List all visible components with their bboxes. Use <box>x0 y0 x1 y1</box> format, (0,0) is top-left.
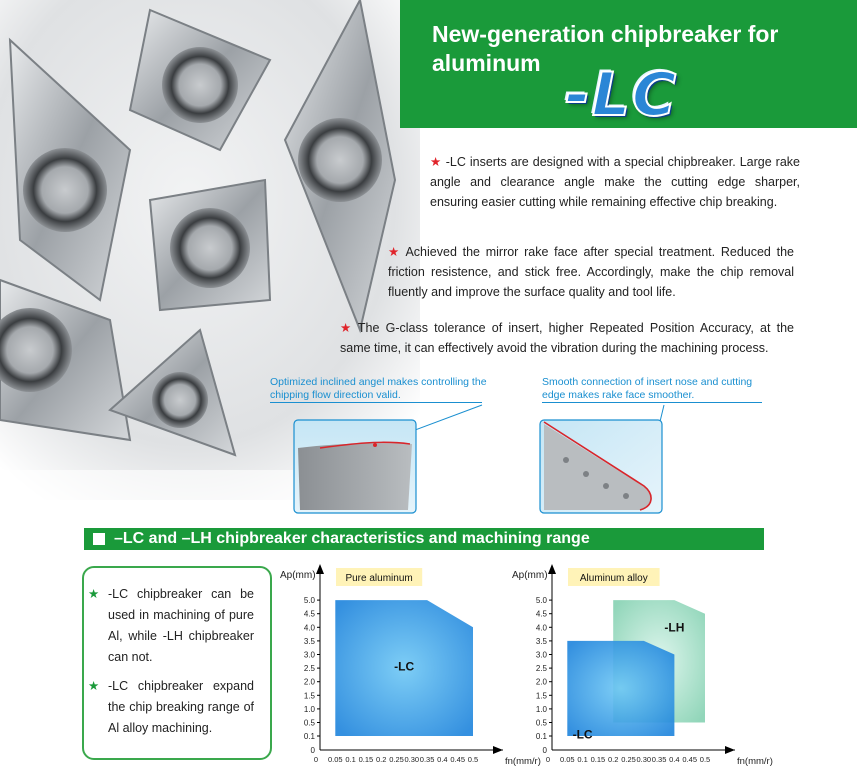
y-tick-label: 0 <box>542 746 547 755</box>
x-tick-label: 0.05 <box>559 755 575 764</box>
note-item: ★ -LC chipbreaker can be used in machining of pure Al, while -LH chipbreaker can not. <box>108 584 254 668</box>
chart-title: Aluminum alloy <box>579 573 648 584</box>
green-star-icon: ★ <box>88 587 100 601</box>
y-tick-label: 2.0 <box>303 677 315 687</box>
y-tick-label: 0.1 <box>303 732 315 741</box>
y-axis-arrow <box>316 564 324 574</box>
x-tick-label: 0.45 <box>450 755 466 764</box>
x-tick-label: 0.25 <box>389 755 404 764</box>
y-tick-label: 4.0 <box>303 623 315 633</box>
y-tick-label: 2.0 <box>535 677 547 687</box>
y-tick-label: 4.0 <box>535 623 547 633</box>
y-tick-label: 3.0 <box>303 650 315 660</box>
y-tick-label: 0 <box>310 746 315 755</box>
green-star-icon: ★ <box>88 679 100 693</box>
x-axis-label: fn(mm/r) <box>505 756 541 767</box>
x-tick-label: 0.15 <box>358 755 374 764</box>
series-label: -LH <box>664 620 685 635</box>
x-tick-label: 0.25 <box>621 755 636 764</box>
series-label: -LC <box>572 727 593 742</box>
red-star-icon: ★ <box>340 321 354 335</box>
x-tick-label: 0.30 <box>636 755 652 764</box>
y-tick-label: 2.5 <box>535 664 547 674</box>
y-tick-label: 3.0 <box>535 650 547 660</box>
y-tick-label: 5.0 <box>303 596 315 606</box>
x-tick-label: 0.35 <box>419 755 435 764</box>
region-lc <box>567 641 674 736</box>
x-axis-arrow <box>725 746 735 754</box>
y-tick-label: 4.5 <box>303 609 315 619</box>
page-title: New-generation chipbreaker for aluminum <box>432 21 779 76</box>
lc-logo: -LC <box>565 60 679 130</box>
chart-aluminum-alloy <box>504 560 773 768</box>
y-tick-label: 0.5 <box>303 718 315 728</box>
y-tick-label: 3.5 <box>303 636 315 646</box>
y-tick-label: 1.0 <box>535 704 547 714</box>
x-tick-label: 0.2 <box>607 755 619 764</box>
x-axis-label: fn(mm/r) <box>737 756 773 767</box>
feature-item: ★ Achieved the mirror rake face after special treatment. Reduced the friction resistence, and stick free. Accordingly, make the chip removal fluently and improve the surface quality and tool life. <box>388 245 794 299</box>
y-tick-label: 1.5 <box>303 691 315 701</box>
y-tick-label: 1.5 <box>535 691 547 701</box>
y-axis-arrow <box>548 564 556 574</box>
x-tick-label: 0.35 <box>651 755 667 764</box>
feature-item: ★ The G-class tolerance of insert, higher Repeated Position Accuracy, at the same time, it can effectively avoid the vibration during the machining process. <box>340 321 794 355</box>
x-tick-label: 0.4 <box>437 755 448 764</box>
x-axis-arrow <box>493 746 503 754</box>
note-item: ★ -LC chipbreaker expand the chip breaking range of Al alloy machining. <box>108 676 254 739</box>
callout-smooth-connection: Smooth connection of insert nose and cutting edge makes rake face smoother. <box>542 376 753 401</box>
x-tick-label: 0.1 <box>577 755 588 764</box>
y-tick-label: 4.5 <box>535 609 547 619</box>
series-label: -LC <box>394 659 415 674</box>
x-tick-label: 0 <box>545 755 551 764</box>
x-tick-label: 0.30 <box>404 755 420 764</box>
y-tick-label: 1.0 <box>303 704 315 714</box>
feature-item: ★ -LC inserts are designed with a special chipbreaker. Large rake angle and clearance angle make the cutting edge sharper, ensuring easier cutting while remaining effective chip breaking. <box>430 155 800 209</box>
x-tick-label: 0.5 <box>699 755 711 764</box>
red-star-icon: ★ <box>430 155 442 169</box>
x-tick-label: 0.45 <box>682 755 698 764</box>
callout-inclined-angle: Optimized inclined angel makes controlling the chipping flow direction valid. <box>270 376 487 401</box>
section-title: –LC and –LH chipbreaker characteristics and machining range <box>114 530 590 547</box>
x-tick-label: 0.05 <box>327 755 343 764</box>
y-tick-label: 5.0 <box>535 596 547 606</box>
x-tick-label: 0 <box>313 755 319 764</box>
y-tick-label: 0.1 <box>535 732 547 741</box>
detail-image-nose-connection <box>536 400 716 520</box>
chart-title: Pure aluminum <box>345 573 413 584</box>
x-tick-label: 0.1 <box>345 755 356 764</box>
x-tick-label: 0.2 <box>375 755 387 764</box>
x-tick-label: 0.15 <box>590 755 606 764</box>
y-axis-label: Ap(mm) <box>512 570 548 581</box>
red-star-icon: ★ <box>388 245 402 259</box>
x-tick-label: 0.4 <box>669 755 680 764</box>
detail-image-inclined-angle <box>290 400 490 520</box>
y-axis-label: Ap(mm) <box>280 570 316 581</box>
square-bullet-icon <box>93 533 105 545</box>
chart-pure-aluminum <box>272 560 541 768</box>
x-tick-label: 0.5 <box>467 755 479 764</box>
y-tick-label: 3.5 <box>535 636 547 646</box>
y-tick-label: 0.5 <box>535 718 547 728</box>
y-tick-label: 2.5 <box>303 664 315 674</box>
